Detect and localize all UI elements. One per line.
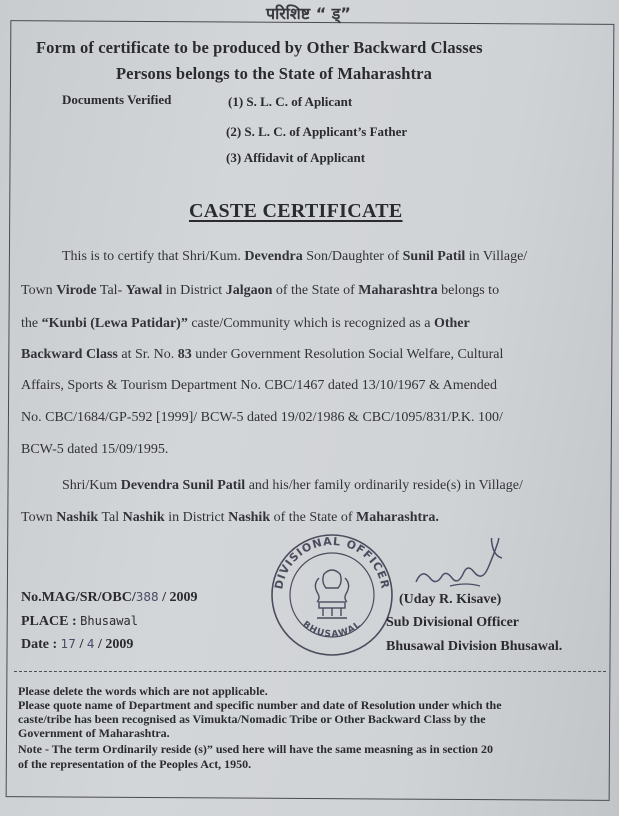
reference-date: Date : 17 / 4 / 2009 xyxy=(21,637,134,652)
note-line1: Please delete the words which are not applicable. xyxy=(18,684,268,698)
signature-icon xyxy=(410,538,520,598)
emblem-icon xyxy=(315,570,348,618)
divider xyxy=(14,671,606,672)
form-heading-line2: Persons belongs to the State of Maharashtra xyxy=(116,64,432,83)
svg-text:DIVISIONAL OFFICER xyxy=(272,535,392,591)
certificate-title: CASTE CERTIFICATE xyxy=(189,200,403,222)
para2-line1: Shri/Kum Devendra Sunil Patil and his/her family ordinarily reside(s) in Village/ xyxy=(62,478,523,493)
reference-place: PLACE : Bhusawal xyxy=(21,614,138,629)
hindi-title: परिशिष्ट “ ड्” xyxy=(266,4,351,23)
seal-top-text: DIVISIONAL OFFICER xyxy=(272,534,392,591)
para1-line2: Town Virode Tal- Yawal in District Jalgaon of the State of Maharashtra belongs to xyxy=(21,283,500,298)
note-line6: of the representation of the Peoples Act, 1950. xyxy=(18,757,252,771)
para1-line7: BCW-5 dated 15/09/1995. xyxy=(21,442,169,457)
document-item-3: (3) Affidavit of Applicant xyxy=(226,150,366,165)
para2-line2: Town Nashik Tal Nashik in District Nashik of the State of Maharashtra. xyxy=(21,510,439,525)
para1-line3: the “Kunbi (Lewa Patidar)” caste/Community which is recognized as a Other xyxy=(21,316,470,331)
note-line2: Please quote name of Department and specific number and date of Resolution under which the xyxy=(18,698,502,712)
signatory-office: Bhusawal Division Bhusawal. xyxy=(386,639,563,654)
note-line5: Note - The term Ordinarily reside (s)” used here will have the same measning as in section 20 xyxy=(18,742,493,756)
para1-line1: This is to certify that Shri/Kum. Devendra Son/Daughter of Sunil Patil in Village/ xyxy=(62,249,528,264)
para1-line4: Backward Class at Sr. No. 83 under Government Resolution Social Welfare, Cultural xyxy=(21,347,504,362)
document-item-2: (2) S. L. C. of Applicant’s Father xyxy=(226,124,408,139)
reference-number: No.MAG/SR/OBC/388 / 2009 xyxy=(21,590,198,605)
form-heading-line1: Form of certificate to be produced by Other Backward Classes xyxy=(36,38,483,57)
document-item-1: (1) S. L. C. of Aplicant xyxy=(228,94,353,109)
documents-label: Documents Verified xyxy=(62,92,172,107)
para1-line5: Affairs, Sports & Tourism Department No. CBC/1467 dated 13/10/1967 & Amended xyxy=(21,378,498,393)
svg-text:BHUSAWAL xyxy=(300,620,363,640)
note-line4: Government of Maharashtra. xyxy=(18,726,170,740)
official-seal xyxy=(267,530,397,660)
signatory-name: (Uday R. Kisave) xyxy=(399,592,502,607)
para1-line6: No. CBC/1684/GP-592 [1999]/ BCW-5 dated 19/02/1986 & CBC/1095/831/P.K. 100/ xyxy=(21,410,503,425)
seal-bottom-text: BHUSAWAL xyxy=(300,619,364,640)
signatory-designation: Sub Divisional Officer xyxy=(386,615,520,630)
note-line3: caste/tribe has been recognised as Vimukta/Nomadic Tribe or Other Backward Class by the xyxy=(18,712,486,726)
